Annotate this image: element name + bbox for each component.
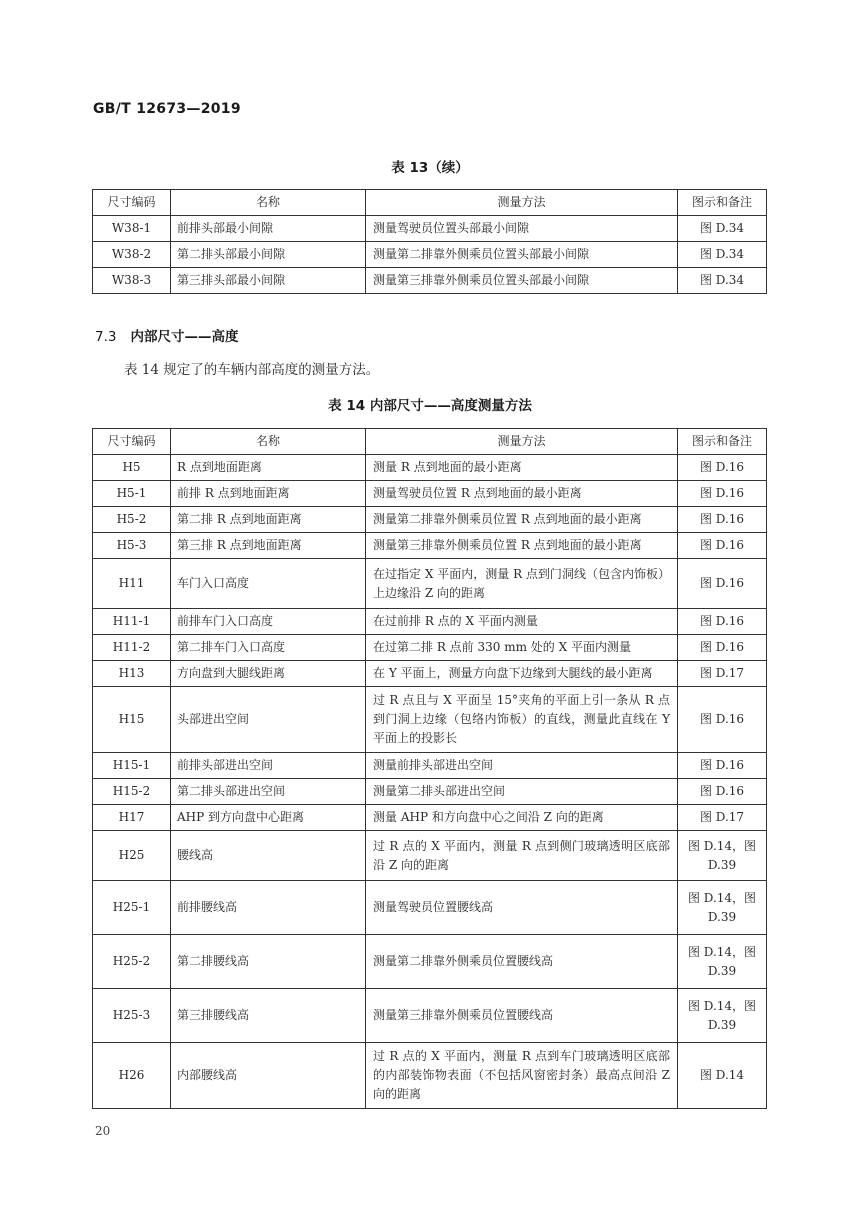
dimension-code-cell: H11-2	[93, 635, 171, 661]
note-cell: 图 D.16	[678, 753, 767, 779]
dimension-code-cell: H15-2	[93, 779, 171, 805]
table-row	[93, 635, 767, 661]
table-row	[93, 687, 767, 753]
name-cell: 第二排腰线高	[171, 935, 366, 989]
dimension-code-cell: W38-3	[93, 268, 171, 294]
name-cell: 第二排车门入口高度	[171, 635, 366, 661]
dimension-code-cell: H26	[93, 1043, 171, 1109]
note-cell: 图 D.14	[678, 1043, 767, 1109]
method-cell: 测量第二排靠外侧乘员位置 R 点到地面的最小距离	[366, 507, 678, 533]
section-paragraph: 表 14 规定了的车辆内部高度的测量方法。	[124, 362, 380, 378]
table-row	[93, 661, 767, 687]
method-cell: 测量驾驶员位置腰线高	[366, 881, 678, 935]
section-number: 7.3	[95, 329, 117, 345]
dimension-code-cell: H13	[93, 661, 171, 687]
name-cell: 头部进出空间	[171, 687, 366, 753]
note-cell: 图 D.16	[678, 635, 767, 661]
note-cell: 图 D.16	[678, 533, 767, 559]
method-cell: 测量 R 点到地面的最小距离	[366, 455, 678, 481]
table-row	[93, 831, 767, 881]
note-cell: 图 D.34	[678, 268, 767, 294]
name-cell: 前排 R 点到地面距离	[171, 481, 366, 507]
table-row	[93, 805, 767, 831]
table-14-caption: 表 14 内部尺寸——高度测量方法	[328, 398, 532, 414]
column-header: 图示和备注	[678, 429, 767, 455]
name-cell: AHP 到方向盘中心距离	[171, 805, 366, 831]
name-cell: 第二排头部最小间隙	[171, 242, 366, 268]
table-row	[93, 753, 767, 779]
table-14	[92, 428, 767, 1109]
dimension-code-cell: H25-1	[93, 881, 171, 935]
note-cell: 图 D.16	[678, 455, 767, 481]
name-cell: 方向盘到大腿线距离	[171, 661, 366, 687]
name-cell: 内部腰线高	[171, 1043, 366, 1109]
table-row	[93, 935, 767, 989]
name-cell: 前排头部最小间隙	[171, 216, 366, 242]
table-row	[93, 268, 767, 294]
column-header: 测量方法	[366, 190, 678, 216]
method-cell: 在 Y 平面上，测量方向盘下边缘到大腿线的最小距离	[366, 661, 678, 687]
note-cell: 图 D.14，图 D.39	[678, 989, 767, 1043]
table-13	[92, 189, 767, 294]
method-cell: 测量第三排靠外侧乘员位置 R 点到地面的最小距离	[366, 533, 678, 559]
page-number: 20	[95, 1124, 111, 1138]
name-cell: 前排腰线高	[171, 881, 366, 935]
method-cell: 在过前排 R 点的 X 平面内测量	[366, 609, 678, 635]
note-cell: 图 D.34	[678, 216, 767, 242]
method-cell: 过 R 点的 X 平面内，测量 R 点到侧门玻璃透明区底部沿 Z 向的距离	[366, 831, 678, 881]
note-cell: 图 D.34	[678, 242, 767, 268]
dimension-code-cell: H25-3	[93, 989, 171, 1043]
note-cell: 图 D.17	[678, 805, 767, 831]
column-header: 测量方法	[366, 429, 678, 455]
dimension-code-cell: H25-2	[93, 935, 171, 989]
column-header: 名称	[171, 190, 366, 216]
table-row	[93, 1043, 767, 1109]
dimension-code-cell: H25	[93, 831, 171, 881]
note-cell: 图 D.16	[678, 481, 767, 507]
name-cell: 前排车门入口高度	[171, 609, 366, 635]
table-row	[93, 216, 767, 242]
dimension-code-cell: H5	[93, 455, 171, 481]
name-cell: R 点到地面距离	[171, 455, 366, 481]
section-heading	[95, 325, 238, 345]
table-row	[93, 779, 767, 805]
name-cell: 前排头部进出空间	[171, 753, 366, 779]
dimension-code-cell: H5-2	[93, 507, 171, 533]
column-header: 名称	[171, 429, 366, 455]
name-cell: 第二排 R 点到地面距离	[171, 507, 366, 533]
note-cell: 图 D.16	[678, 779, 767, 805]
table-13-header-row	[93, 190, 767, 216]
method-cell: 过 R 点的 X 平面内，测量 R 点到车门玻璃透明区底部的内部装饰物表面（不包括风窗密封条）最高点间沿 Z 向的距离	[366, 1043, 678, 1109]
method-cell: 在过第二排 R 点前 330 mm 处的 X 平面内测量	[366, 635, 678, 661]
note-cell: 图 D.14，图 D.39	[678, 831, 767, 881]
note-cell: 图 D.16	[678, 609, 767, 635]
dimension-code-cell: H15	[93, 687, 171, 753]
table-13-caption: 表 13（续）	[391, 160, 469, 176]
standard-code: GB/T 12673—2019	[93, 101, 241, 117]
method-cell: 测量驾驶员位置 R 点到地面的最小距离	[366, 481, 678, 507]
name-cell: 第三排头部最小间隙	[171, 268, 366, 294]
name-cell: 腰线高	[171, 831, 366, 881]
name-cell: 第三排腰线高	[171, 989, 366, 1043]
method-cell: 在过指定 X 平面内，测量 R 点到门洞线（包含内饰板）上边缘沿 Z 向的距离	[366, 559, 678, 609]
column-header: 图示和备注	[678, 190, 767, 216]
name-cell: 第二排头部进出空间	[171, 779, 366, 805]
method-cell: 测量第二排靠外侧乘员位置腰线高	[366, 935, 678, 989]
method-cell: 测量第二排头部进出空间	[366, 779, 678, 805]
dimension-code-cell: H17	[93, 805, 171, 831]
note-cell: 图 D.14，图 D.39	[678, 881, 767, 935]
note-cell: 图 D.14，图 D.39	[678, 935, 767, 989]
method-cell: 过 R 点且与 X 平面呈 15°夹角的平面上引一条从 R 点到门洞上边缘（包络内饰板）的直线，测量此直线在 Y 平面上的投影长	[366, 687, 678, 753]
dimension-code-cell: H5-3	[93, 533, 171, 559]
method-cell: 测量前排头部进出空间	[366, 753, 678, 779]
table-row	[93, 609, 767, 635]
table-row	[93, 507, 767, 533]
name-cell: 车门入口高度	[171, 559, 366, 609]
table-row	[93, 455, 767, 481]
dimension-code-cell: H11-1	[93, 609, 171, 635]
table-row	[93, 881, 767, 935]
table-row	[93, 559, 767, 609]
column-header: 尺寸编码	[93, 190, 171, 216]
dimension-code-cell: H5-1	[93, 481, 171, 507]
dimension-code-cell: W38-1	[93, 216, 171, 242]
table-row	[93, 533, 767, 559]
section-title: 内部尺寸——高度	[130, 329, 239, 345]
name-cell: 第三排 R 点到地面距离	[171, 533, 366, 559]
method-cell: 测量第三排靠外侧乘员位置腰线高	[366, 989, 678, 1043]
dimension-code-cell: W38-2	[93, 242, 171, 268]
method-cell: 测量第三排靠外侧乘员位置头部最小间隙	[366, 268, 678, 294]
note-cell: 图 D.16	[678, 687, 767, 753]
method-cell: 测量 AHP 和方向盘中心之间沿 Z 向的距离	[366, 805, 678, 831]
method-cell: 测量第二排靠外侧乘员位置头部最小间隙	[366, 242, 678, 268]
table-row	[93, 481, 767, 507]
table-row	[93, 242, 767, 268]
table-row	[93, 989, 767, 1043]
note-cell: 图 D.17	[678, 661, 767, 687]
dimension-code-cell: H15-1	[93, 753, 171, 779]
note-cell: 图 D.16	[678, 559, 767, 609]
table-14-header-row	[93, 429, 767, 455]
note-cell: 图 D.16	[678, 507, 767, 533]
dimension-code-cell: H11	[93, 559, 171, 609]
method-cell: 测量驾驶员位置头部最小间隙	[366, 216, 678, 242]
column-header: 尺寸编码	[93, 429, 171, 455]
